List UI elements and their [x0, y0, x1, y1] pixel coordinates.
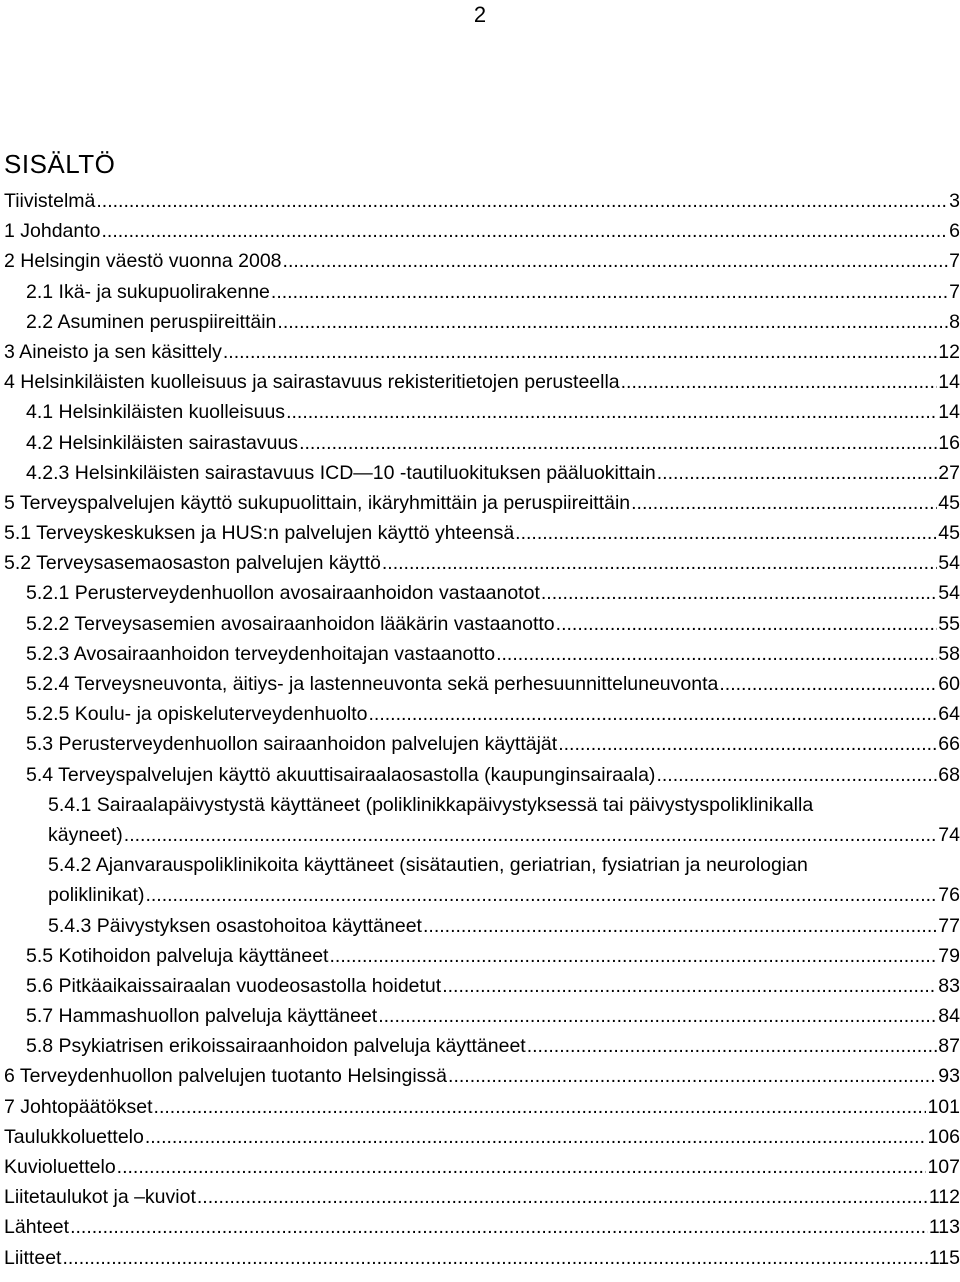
toc-entry-page: 54 [938, 552, 960, 575]
toc-entry-page: 115 [928, 1246, 960, 1269]
toc-leader-dots [631, 488, 937, 518]
toc-entry-label: 2.1 Ikä- ja sukupuolirakenne [26, 280, 270, 303]
toc-entry-page: 74 [938, 823, 960, 846]
toc-entry-page: 64 [938, 703, 960, 726]
toc-entry[interactable] [0, 1001, 960, 1031]
toc-entry-page: 101 [927, 1095, 960, 1118]
toc-entry[interactable] [0, 1212, 960, 1242]
toc-leader-dots [657, 458, 938, 488]
toc-entry-page: 8 [949, 310, 960, 333]
toc-leader-dots [96, 186, 948, 216]
toc-entry[interactable] [0, 1061, 960, 1091]
toc-entry-label: 4.1 Helsinkiläisten kuolleisuus [26, 401, 286, 424]
toc-entry-label: 5.4.3 Päivystyksen osastohoitoa käyttäneet [48, 914, 422, 937]
toc-entry-label: 5.2.2 Terveysasemien avosairaanhoidon lääkärin vastaanotto [26, 612, 555, 635]
toc-leader-dots [719, 669, 937, 699]
toc-entry-label: 5.5 Kotihoidon palveluja käyttäneet [26, 944, 329, 967]
toc-entry[interactable] [0, 548, 960, 578]
toc-entry-page: 79 [938, 944, 960, 967]
toc-leader-dots [423, 911, 937, 941]
toc-entry-label: 2 Helsingin väestö vuonna 2008 [4, 250, 282, 273]
toc-leader-dots [277, 307, 948, 337]
toc-entry-label: 4.2.3 Helsinkiläisten sairastavuus ICD—10 -tautiluokituksen pääluokittain [26, 461, 656, 484]
toc-entry[interactable] [0, 578, 960, 608]
toc-entry-page: 77 [938, 914, 960, 937]
toc-entry[interactable] [0, 971, 960, 1001]
toc-leader-dots [442, 971, 937, 1001]
toc-leader-dots [541, 578, 937, 608]
toc-leader-dots [154, 1092, 927, 1122]
toc-entry[interactable] [0, 639, 960, 669]
toc-entry-wrapped-line[interactable]: 5.4.2 Ajanvarauspoliklinikoita käyttäneet (sisätautien, geriatrian, fysiatrian ja neurologian [48, 854, 808, 877]
toc-leader-dots [145, 1122, 927, 1152]
toc-entry-page: 3 [949, 190, 960, 212]
toc-entry-page: 16 [938, 431, 960, 454]
toc-leader-dots [197, 1182, 928, 1212]
toc-entry-page: 14 [938, 371, 960, 394]
toc-entry-label: käyneet) [48, 823, 123, 846]
toc-entry[interactable] [0, 428, 960, 458]
toc-entry[interactable] [0, 609, 960, 639]
toc-entry[interactable] [0, 488, 960, 518]
toc-entry-page: 12 [938, 340, 960, 363]
toc-leader-dots [496, 639, 937, 669]
toc-entry-page: 55 [938, 612, 960, 635]
toc-leader-dots [283, 246, 949, 276]
toc-entry[interactable] [0, 186, 960, 216]
toc-entry[interactable] [0, 1152, 960, 1182]
toc-leader-dots [223, 337, 937, 367]
toc-entry[interactable] [0, 669, 960, 699]
toc-entry-page: 113 [928, 1216, 960, 1239]
toc-leader-dots [271, 277, 948, 307]
toc-entry-label: 5.2.4 Terveysneuvonta, äitiys- ja lastenneuvonta sekä perhesuunnitteluneuvonta [26, 673, 719, 695]
toc-leader-dots [299, 428, 937, 458]
toc-entry-wrapped-line[interactable]: 5.4.1 Sairaalapäivystystä käyttäneet (poliklinikkapäivystyksessä tai päivystyspoliklinikalla [48, 793, 814, 816]
toc-entry-page: 66 [938, 733, 960, 756]
toc-entry[interactable] [0, 1243, 960, 1273]
toc-entry-label: 6 Terveydenhuollon palvelujen tuotanto Helsingissä [4, 1065, 448, 1088]
toc-entry-page: 112 [928, 1186, 960, 1209]
toc-entry-page: 27 [938, 461, 960, 484]
toc-entry[interactable] [0, 880, 960, 910]
toc-entry-page: 14 [938, 401, 960, 424]
toc-entry[interactable] [0, 1092, 960, 1122]
toc-entry-label: 5.1 Terveyskeskuksen ja HUS:n palvelujen käyttö yhteensä [4, 522, 515, 545]
toc-leader-dots [124, 820, 938, 850]
toc-entry-page: 93 [938, 1065, 960, 1088]
toc-entry-page: 106 [927, 1125, 960, 1148]
toc-entry[interactable] [0, 941, 960, 971]
toc-leader-dots [329, 941, 937, 971]
toc-entry[interactable] [0, 699, 960, 729]
toc-leader-dots [621, 367, 938, 397]
toc-entry[interactable] [0, 307, 960, 337]
toc-entry[interactable] [0, 458, 960, 488]
toc-leader-dots [527, 1031, 938, 1061]
toc-entry-label: 7 Johtopäätökset [4, 1095, 153, 1118]
toc-leader-dots [102, 216, 949, 246]
toc-entry-page: 45 [938, 491, 960, 514]
toc-entry-page: 45 [938, 522, 960, 545]
toc-entry-label: Lähteet [4, 1216, 70, 1239]
toc-entry-label: Liitetaulukot ja –kuviot [4, 1186, 196, 1209]
toc-entry-label: Tiivistelmä [4, 190, 96, 212]
toc-leader-dots [515, 518, 937, 548]
toc-entry-page: 6 [949, 220, 960, 243]
toc-leader-dots [117, 1152, 927, 1182]
toc-leader-dots [145, 880, 937, 910]
toc-entry-label: 5.8 Psykiatrisen erikoissairaanhoidon palveluja käyttäneet [26, 1035, 526, 1058]
table-of-contents [0, 186, 960, 1273]
toc-entry-label: 5.4 Terveyspalvelujen käyttö akuuttisairaalaosastolla (kaupunginsairaala) [26, 763, 656, 786]
toc-entry-label: 5 Terveyspalvelujen käyttö sukupuolittain, ikäryhmittäin ja peruspiireittäin [4, 491, 631, 514]
toc-entry-label: 4 Helsinkiläisten kuolleisuus ja sairastavuus rekisteritietojen perusteella [4, 371, 620, 394]
toc-entry[interactable] [0, 729, 960, 759]
toc-entry[interactable] [0, 1031, 960, 1061]
toc-leader-dots [556, 609, 938, 639]
toc-entry-page: 68 [938, 763, 960, 786]
toc-leader-dots [656, 760, 937, 790]
toc-leader-dots [70, 1212, 928, 1242]
toc-entry-page: 76 [938, 884, 960, 907]
toc-entry-page: 83 [938, 974, 960, 997]
toc-entry[interactable] [0, 1182, 960, 1212]
toc-leader-dots [378, 1001, 937, 1031]
toc-entry-label: 4.2 Helsinkiläisten sairastavuus [26, 431, 299, 454]
toc-entry[interactable] [0, 911, 960, 941]
toc-entry-label: 1 Johdanto [4, 220, 101, 243]
toc-entry-label: 3 Aineisto ja sen käsittely [4, 340, 222, 363]
toc-leader-dots [448, 1061, 937, 1091]
toc-leader-dots [286, 397, 937, 427]
page-number: 2 [473, 2, 487, 27]
toc-leader-dots [368, 699, 937, 729]
toc-entry-page: 7 [949, 280, 960, 303]
toc-entry[interactable] [0, 518, 960, 548]
toc-entry-label: 5.6 Pitkäaikaissairaalan vuodeosastolla hoidetut [26, 974, 442, 997]
toc-entry-label: 5.7 Hammashuollon palveluja käyttäneet [26, 1005, 378, 1028]
toc-entry-label: 5.2.5 Koulu- ja opiskeluterveydenhuolto [26, 703, 368, 726]
toc-leader-dots [382, 548, 937, 578]
toc-entry[interactable] [0, 760, 960, 790]
toc-entry-label: 5.2.3 Avosairaanhoidon terveydenhoitajan vastaanotto [26, 642, 496, 665]
toc-entry-page: 58 [938, 642, 960, 665]
toc-leader-dots [558, 729, 937, 759]
toc-entry[interactable] [0, 397, 960, 427]
toc-entry[interactable] [0, 1122, 960, 1152]
toc-entry[interactable] [0, 367, 960, 397]
toc-entry[interactable] [0, 820, 960, 850]
toc-entry-label: 5.3 Perusterveydenhuollon sairaanhoidon palvelujen käyttäjät [26, 733, 558, 756]
toc-entry-label: 5.2.1 Perusterveydenhuollon avosairaanhoidon vastaanotot [26, 582, 540, 605]
toc-entry-label: 5.2 Terveysasemaosaston palvelujen käyttö [4, 552, 381, 575]
toc-entry-label: poliklinikat) [48, 884, 145, 907]
toc-entry[interactable] [0, 337, 960, 367]
toc-entry-page: 60 [938, 673, 960, 695]
toc-entry[interactable] [0, 246, 960, 276]
toc-entry-label: Taulukkoluettelo [4, 1125, 144, 1148]
toc-leader-dots [62, 1243, 927, 1273]
toc-entry-page: 107 [927, 1156, 960, 1178]
toc-title: SISÄLTÖ [4, 149, 116, 179]
toc-entry-label: Liitteet [4, 1246, 62, 1269]
toc-entry-label: 2.2 Asuminen peruspiireittäin [26, 310, 277, 333]
toc-entry-label: Kuvioluettelo [4, 1156, 116, 1178]
toc-entry-page: 54 [938, 582, 960, 605]
toc-entry-page: 84 [938, 1005, 960, 1028]
toc-entry-page: 87 [938, 1035, 960, 1058]
toc-entry-page: 7 [949, 250, 960, 273]
toc-entry[interactable] [0, 277, 960, 307]
toc-entry[interactable] [0, 216, 960, 246]
